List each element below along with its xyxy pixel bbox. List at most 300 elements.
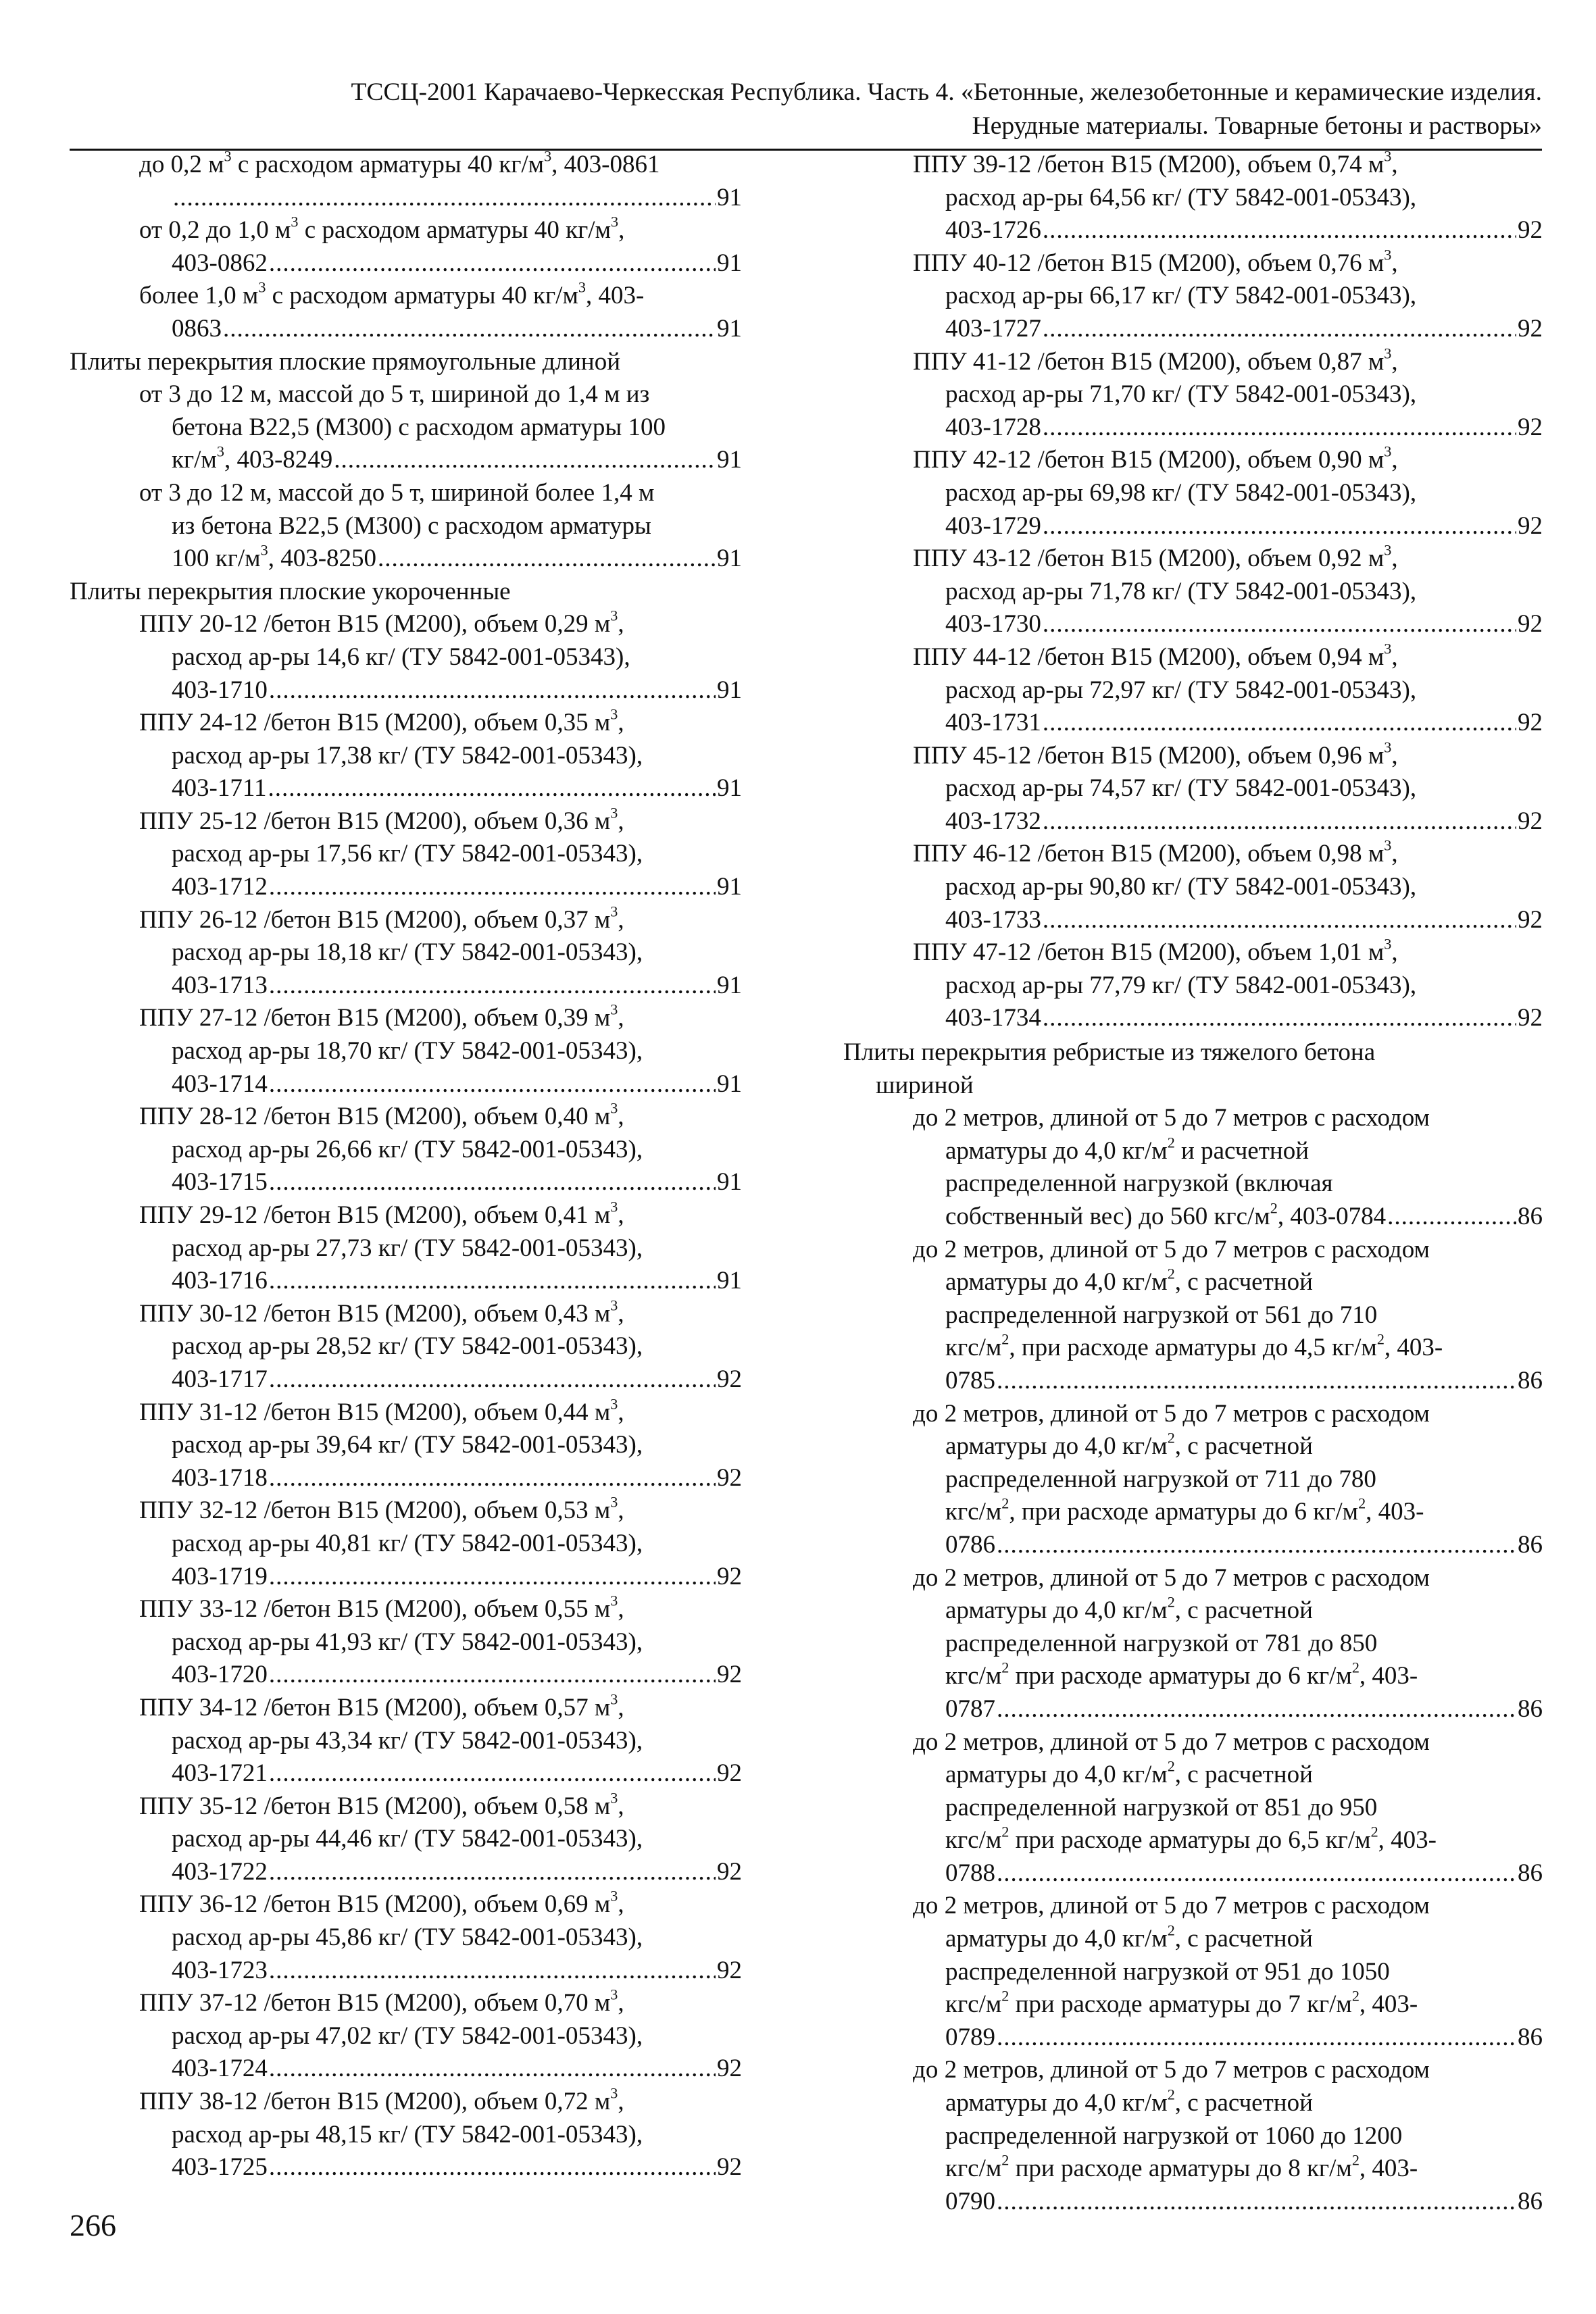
index-entry [70,707,742,805]
entry-text: 403-1713 [172,971,268,999]
entry-text: 403-1714 [172,1070,268,1098]
index-entry [70,477,742,576]
page-reference: 92 [717,2153,742,2182]
entry-text: арматуры до 4,0 $кг/м^2$ и расчетной [945,1134,1310,1165]
entry-text: расход ар-ры 39,64 кг/ (ТУ 5842-001-05343), [172,1431,643,1459]
entry-text: 0790 [945,2187,995,2215]
entry-text: распределенной нагрузкой от 951 до 1050 [945,1957,1390,1986]
entry-line [70,936,742,970]
dot-leader [269,1363,716,1397]
dot-leader [268,772,716,805]
dot-leader [1043,904,1516,937]
entry-text: ППУ 25-12 /бетон В15 (М200), объем 0,36 $м^3$, [139,804,624,835]
page-reference: 92 [1518,807,1543,835]
entry-text: расход ар-ры 41,93 кг/ (ТУ 5842-001-05343), [172,1628,643,1656]
entry-text: расход ар-ры 72,97 кг/ (ТУ 5842-001-05343), [945,676,1417,704]
dot-leader [1043,510,1516,543]
entry-text: расход ар-ры 44,46 кг/ (ТУ 5842-001-05343), [172,1825,643,1853]
entry-line [843,2087,1543,2120]
entry-line [843,1628,1543,1661]
entry-text: 403-1727 [945,314,1041,343]
entry-line [70,1626,742,1659]
entry-text: бетона В22,5 (М300) с расходом арматуры 100 [172,413,666,441]
page-reference: 92 [717,1463,742,1492]
page-reference: 92 [717,2055,742,2083]
entry-line [70,510,742,543]
entry-text: ППУ 40-12 /бетон В15 (М200), объем 0,76 $м^3$, [913,246,1398,277]
entry-text: Плиты перекрытия плоские прямоугольные длиной [70,347,620,376]
entry-text: 403-0862 [172,249,268,277]
entry-text: ППУ 29-12 /бетон В15 (М200), объем 0,41 $м^3$, [139,1198,624,1229]
entry-text: расход ар-ры 14,6 кг/ (ТУ 5842-001-05343), [172,643,630,671]
entry-text: расход ар-ры 18,18 кг/ (ТУ 5842-001-05343), [172,938,643,967]
index-entry [843,247,1543,346]
dot-leader [269,970,716,1003]
dot-leader [378,543,716,576]
entry-line [70,1856,742,1889]
index-entry [843,740,1543,838]
index-entry [70,608,742,707]
dot-leader [997,1857,1516,1890]
entry-text: до 2 метров, длиной от 5 до 7 метров с расходом [913,1563,1430,1592]
entry-text: расход ар-ры 40,81 кг/ (ТУ 5842-001-05343), [172,1529,643,1557]
page-reference: 92 [717,1956,742,1984]
entry-line [70,2086,742,2119]
entry-line [843,772,1543,805]
entry-text: арматуры до 4,0 $кг/м^2$, с расчетной [945,1265,1313,1297]
entry-text: 403-1719 [172,1562,268,1590]
entry-line [843,1956,1543,1989]
entry-line [70,740,742,773]
entry-text: ППУ 24-12 /бетон В15 (М200), объем 0,35 $м^3$, [139,705,624,737]
entry-line [70,1199,742,1232]
entry-line [70,904,742,937]
entry-line [843,1102,1543,1135]
entry-line [70,477,742,510]
dot-leader [223,313,716,346]
entry-line [843,1070,1543,1103]
entry-line [70,1394,742,1430]
index-entry [70,1790,742,1889]
entry-line [843,1234,1543,1267]
page-reference: 92 [1518,314,1543,343]
entry-line [843,1332,1543,1365]
entry-text: от 0,2 до 1,0 $м^3$ с расходом арматуры 40 $кг/м^3$, [139,213,625,245]
entry-text: 403-1726 [945,216,1041,245]
entry-line [843,1660,1543,1693]
entry-line [70,871,742,904]
page-reference: 92 [717,1562,742,1590]
page-reference: 86 [1518,2187,1543,2215]
entry-text: 403-1724 [172,2055,268,2083]
entry-text: ППУ 20-12 /бетон В15 (М200), объем 0,29 $м^3$, [139,607,624,638]
running-header-line-1: ТССЦ-2001 Карачаево-Черкесская Республика. Часть 4. «Бетонные, железобетонные и керамические изделия. [351,78,1542,106]
entry-line [843,378,1543,411]
entry-text: ППУ 36-12 /бетон В15 (М200), объем 0,69 $м^3$, [139,1887,624,1919]
entry-text: ППУ 42-12 /бетон В15 (М200), объем 0,90 $м^3$, [913,443,1398,474]
entry-text: 403-1711 [172,774,267,803]
index-entry [843,936,1543,1035]
entry-text: до 2 метров, длиной от 5 до 7 метров с расходом [913,1728,1430,1756]
entry-line [843,1201,1543,1234]
page-reference: 92 [1518,905,1543,934]
entry-line [70,214,742,247]
index-entry [70,280,742,345]
entry-text: арматуры до 4,0 $кг/м^2$, с расчетной [945,1757,1313,1789]
page-reference: 91 [717,774,742,803]
entry-line [70,1429,742,1462]
entry-text: 403-1718 [172,1463,268,1492]
entry-text: более 1,0 $м^3$ с расходом арматуры 40 $кг/м^3$, 403- [139,278,645,310]
entry-text: ППУ 39-12 /бетон В15 (М200), объем 0,74 $м^3$, [913,147,1398,178]
entry-text: шириной [876,1071,974,1099]
index-entry [843,838,1543,936]
entry-text: Плиты перекрытия ребристые из тяжелого бетона [843,1038,1376,1067]
index-entry [843,2054,1543,2218]
entry-text: распределенной нагрузкой от 561 до 710 [945,1301,1378,1329]
index-entry [70,1199,742,1298]
entry-text: ППУ 28-12 /бетон В15 (М200), объем 0,40 $м^3$, [139,1099,624,1131]
entry-line [70,1035,742,1068]
page-reference: 92 [1518,610,1543,638]
dot-leader [1043,707,1516,740]
entry-line [70,576,742,609]
entry-line [843,1594,1543,1628]
page-reference: 91 [717,971,742,999]
dot-leader [269,1561,716,1594]
index-entry [70,1298,742,1397]
entry-text: от 3 до 12 м, массой до 5 т, шириной до 1,4 м из [139,380,650,409]
entry-line [70,1134,742,1167]
entry-line [70,1790,742,1823]
entry-text: 403-1723 [172,1956,268,1984]
dot-leader [269,1955,716,1988]
entry-line [843,1857,1543,1890]
entry-text: расход ар-ры 74,57 кг/ (ТУ 5842-001-05343), [945,774,1417,803]
entry-line [70,1265,742,1298]
entry-line [70,1561,742,1594]
index-entry [70,805,742,904]
entry-line [843,707,1543,740]
entry-line [843,1693,1543,1726]
entry-line [70,149,742,182]
page-reference: 86 [1518,2023,1543,2051]
entry-line [70,182,742,215]
entry-line [843,805,1543,838]
entry-text: ППУ 27-12 /бетон В15 (М200), объем 0,39 $м^3$, [139,1001,624,1032]
entry-line [843,608,1543,641]
entry-text: $кг/м^3$, 403-8249 [172,443,333,474]
index-entry [70,378,742,477]
page-reference: 91 [717,249,742,277]
dot-leader [269,1166,716,1199]
index-entry [843,1234,1543,1398]
entry-text: ППУ 46-12 /бетон В15 (М200), объем 0,98 $м^3$, [913,836,1398,868]
entry-line [70,1002,742,1035]
entry-text: ППУ 30-12 /бетон В15 (М200), объем 0,43 $м^3$, [139,1297,624,1328]
index-entry [70,1101,742,1199]
page-reference: 86 [1518,1859,1543,1887]
entry-line [70,641,742,674]
dot-leader [997,1365,1516,1398]
page-reference: 91 [717,545,742,573]
entry-line [70,543,742,576]
entry-text: до 2 метров, длиной от 5 до 7 метров с расходом [913,1104,1430,1132]
page-reference: 92 [1518,1004,1543,1032]
entry-line [70,2053,742,2086]
dot-leader [269,1265,716,1298]
entry-line [70,346,742,379]
dot-leader [269,1856,716,1889]
entry-text: арматуры до 4,0 $кг/м^2$, с расчетной [945,1593,1313,1625]
entry-line [843,1398,1543,1431]
entry-line [70,970,742,1003]
page-reference: 92 [717,1661,742,1689]
entry-text: 403-1732 [945,807,1041,835]
entry-text: ППУ 33-12 /бетон В15 (М200), объем 0,55 $м^3$, [139,1592,624,1624]
entry-text: кгс/$м^2$ при расходе арматуры до 6,5 $кг/м^2$, 403- [945,1823,1437,1855]
entry-text: кгс/$м^2$ при расходе арматуры до 8 $кг/м^2$, 403- [945,2151,1418,2183]
index-entry [843,641,1543,740]
page-number: 266 [70,2208,116,2242]
entry-text: распределенной нагрузкой от 781 до 850 [945,1629,1378,1657]
entry-text: 403-1716 [172,1267,268,1295]
entry-text: 0788 [945,1859,995,1887]
page-reference: 92 [1518,709,1543,737]
entry-text: Плиты перекрытия плоские укороченные [70,577,511,605]
entry-line [843,2120,1543,2153]
page-reference: 92 [717,1365,742,1393]
entry-text: расход ар-ры 47,02 кг/ (ТУ 5842-001-05343), [172,2021,643,2050]
entry-line [843,970,1543,1003]
page-reference: 86 [1518,1694,1543,1723]
entry-line [843,1529,1543,1562]
entry-text: 403-1730 [945,610,1041,638]
index-entry [70,214,742,280]
entry-text: ППУ 26-12 /бетон В15 (М200), объем 0,37 $м^3$, [139,903,624,934]
entry-line [843,1430,1543,1463]
entry-line [70,1330,742,1363]
entry-text: из бетона В22,5 (М300) с расходом арматуры [172,511,651,540]
dot-leader [997,2186,1516,2219]
entry-text: расход ар-ры 77,79 кг/ (ТУ 5842-001-05343), [945,971,1417,999]
entry-line [70,1659,742,1692]
entry-line [843,1135,1543,1168]
index-entry [843,1102,1543,1233]
entry-line [70,1725,742,1758]
dot-leader [334,444,716,477]
entry-line [70,247,742,280]
entry-text: арматуры до 4,0 $кг/м^2$, с расчетной [945,2086,1313,2117]
entry-text: ППУ 45-12 /бетон В15 (М200), объем 0,96 $м^3$, [913,738,1398,770]
entry-text: расход ар-ры 27,73 кг/ (ТУ 5842-001-05343), [172,1234,643,1262]
page-reference: 91 [717,873,742,901]
dot-leader [269,2151,716,2184]
entry-text: 403-1725 [172,2153,268,2182]
index-entry [70,1692,742,1790]
entry-text: ППУ 38-12 /бетон В15 (М200), объем 0,72 $м^3$, [139,2084,624,2116]
index-entry [843,1890,1543,2054]
dot-leader [269,2053,716,2086]
page-reference: 91 [717,676,742,704]
entry-line [70,805,742,838]
entry-text: ППУ 35-12 /бетон В15 (М200), объем 0,58 $м^3$, [139,1789,624,1820]
entry-text: 100 $кг/м^3$, 403-8250 [172,541,377,573]
entry-text: расход ар-ры 48,15 кг/ (ТУ 5842-001-05343), [172,2120,643,2148]
entry-text: 403-1717 [172,1365,268,1393]
entry-text: ППУ 41-12 /бетон В15 (М200), объем 0,87 $м^3$, [913,344,1398,376]
entry-line [70,838,742,871]
dot-leader [269,871,716,904]
dot-leader [1043,313,1516,346]
entry-line [70,1593,742,1626]
dot-leader [997,2021,1516,2055]
entry-line [843,871,1543,904]
entry-text: расход ар-ры 71,78 кг/ (ТУ 5842-001-05343), [945,577,1417,605]
entry-text: кгс/$м^2$ при расходе арматуры до 7 $кг/м^2$, 403- [945,1987,1418,2019]
entry-line [843,313,1543,346]
entry-line [843,936,1543,970]
entry-line [70,707,742,740]
entry-text: 0863 [172,314,222,343]
entry-text: расход ар-ры 45,86 кг/ (ТУ 5842-001-05343), [172,1923,643,1952]
entry-text: расход ар-ры 17,56 кг/ (ТУ 5842-001-05343), [172,840,643,868]
dot-leader [269,247,716,280]
entry-text: ППУ 43-12 /бетон В15 (М200), объем 0,92 $м^3$, [913,541,1398,573]
entry-text: 403-1721 [172,1759,268,1788]
index-entry [70,149,742,214]
dot-leader [997,1529,1516,1562]
entry-text: до 2 метров, длиной от 5 до 7 метров с расходом [913,1892,1430,1920]
page-reference: 92 [1518,216,1543,245]
entry-text: до 2 метров, длиной от 5 до 7 метров с расходом [913,1235,1430,1263]
entry-line [843,576,1543,609]
dot-leader [1043,608,1516,641]
entry-line [843,838,1543,871]
entry-text: 403-1715 [172,1168,268,1197]
entry-text: до 2 метров, длиной от 5 до 7 метров с расходом [913,2056,1430,2084]
entry-line [843,1562,1543,1595]
entry-line [70,411,742,445]
entry-line [70,280,742,313]
dot-leader [997,1693,1516,1726]
entry-line [843,1365,1543,1398]
entry-text: расход ар-ры 43,34 кг/ (ТУ 5842-001-05343), [172,1726,643,1755]
index-entry [843,1398,1543,1562]
entry-line [843,543,1543,576]
index-heading [70,576,742,609]
entry-line [843,346,1543,379]
index-entry [70,1002,742,1101]
entry-line [843,444,1543,477]
entry-line [70,1462,742,1495]
dot-leader [1043,1002,1516,1035]
entry-line [70,1987,742,2020]
entry-line [843,1299,1543,1332]
entry-text: расход ар-ры 71,70 кг/ (ТУ 5842-001-05343), [945,380,1417,409]
page-reference: 91 [717,1168,742,1197]
entry-text: ППУ 34-12 /бетон В15 (М200), объем 0,57 $м^3$, [139,1690,624,1721]
entry-line [843,510,1543,543]
entry-text: кгс/$м^2$, при расходе арматуры до 4,5 $кг/м^2$, 403- [945,1330,1443,1362]
entry-text: распределенной нагрузкой от 711 до 780 [945,1465,1376,1493]
page-reference: 91 [717,1267,742,1295]
entry-line [70,444,742,477]
entry-line [70,2151,742,2184]
index-entry [70,1888,742,1987]
entry-text: расход ар-ры 69,98 кг/ (ТУ 5842-001-05343), [945,478,1417,507]
entry-line [843,149,1543,182]
entry-line [70,313,742,346]
entry-line [843,477,1543,510]
entry-line [70,1101,742,1134]
entry-line [843,1036,1543,1070]
index-entry [843,444,1543,543]
entry-text: расход ар-ры 18,70 кг/ (ТУ 5842-001-05343), [172,1037,643,1065]
entry-line [843,1167,1543,1201]
entry-text: расход ар-ры 28,52 кг/ (ТУ 5842-001-05343), [172,1332,643,1361]
entry-text: ППУ 31-12 /бетон В15 (М200), объем 0,44 $м^3$, [139,1394,624,1426]
entry-line [843,214,1543,247]
entry-line [843,1890,1543,1923]
page-reference: 86 [1518,1530,1543,1559]
index-entry [70,1987,742,2086]
entry-text: 403-1731 [945,709,1041,737]
dot-leader [1387,1201,1516,1234]
entry-line [70,1757,742,1790]
entry-line [843,2153,1543,2186]
entry-text: 403-1734 [945,1004,1041,1032]
page-reference: 92 [1518,413,1543,441]
entry-line [843,1726,1543,1759]
dot-leader [269,1068,716,1101]
entry-text: до 0,2 $м^3$ с расходом арматуры 40 $кг/м^3$, 403-0861 [139,147,660,178]
entry-line [70,1921,742,1955]
dot-leader [1043,214,1516,247]
index-heading [70,346,742,379]
entry-text: 403-1712 [172,873,268,901]
entry-line [70,1528,742,1561]
entry-line [70,1692,742,1725]
entry-line [70,1068,742,1101]
entry-line [843,2054,1543,2087]
entry-line [843,904,1543,937]
entry-line [843,247,1543,280]
entry-text: 0785 [945,1366,995,1394]
entry-text: собственный вес) до 560 кгс/$м^2$, 403-0784 [945,1199,1387,1230]
entry-text: расход ар-ры 64,56 кг/ (ТУ 5842-001-05343), [945,183,1417,211]
entry-text: кгс/$м^2$ при расходе арматуры до 6 $кг/м^2$, 403- [945,1659,1418,1690]
index-entry [70,1593,742,1692]
entry-line [70,2119,742,2152]
index-entry [843,1562,1543,1726]
entry-line [843,674,1543,707]
dot-leader [173,182,716,215]
index-entry [70,904,742,1003]
entry-line [843,411,1543,445]
dot-leader [269,1462,716,1495]
entry-line [70,1955,742,1988]
entry-line [843,740,1543,773]
entry-text: арматуры до 4,0 $кг/м^2$, с расчетной [945,1429,1313,1461]
entry-text: расход ар-ры 90,80 кг/ (ТУ 5842-001-05343), [945,873,1417,901]
entry-text: 0786 [945,1530,995,1559]
page-reference: 91 [717,314,742,343]
dot-leader [269,674,716,707]
entry-text: расход ар-ры 17,38 кг/ (ТУ 5842-001-05343), [172,741,643,770]
page-reference: 91 [717,183,742,211]
entry-text: распределенной нагрузкой (включая [945,1169,1333,1198]
